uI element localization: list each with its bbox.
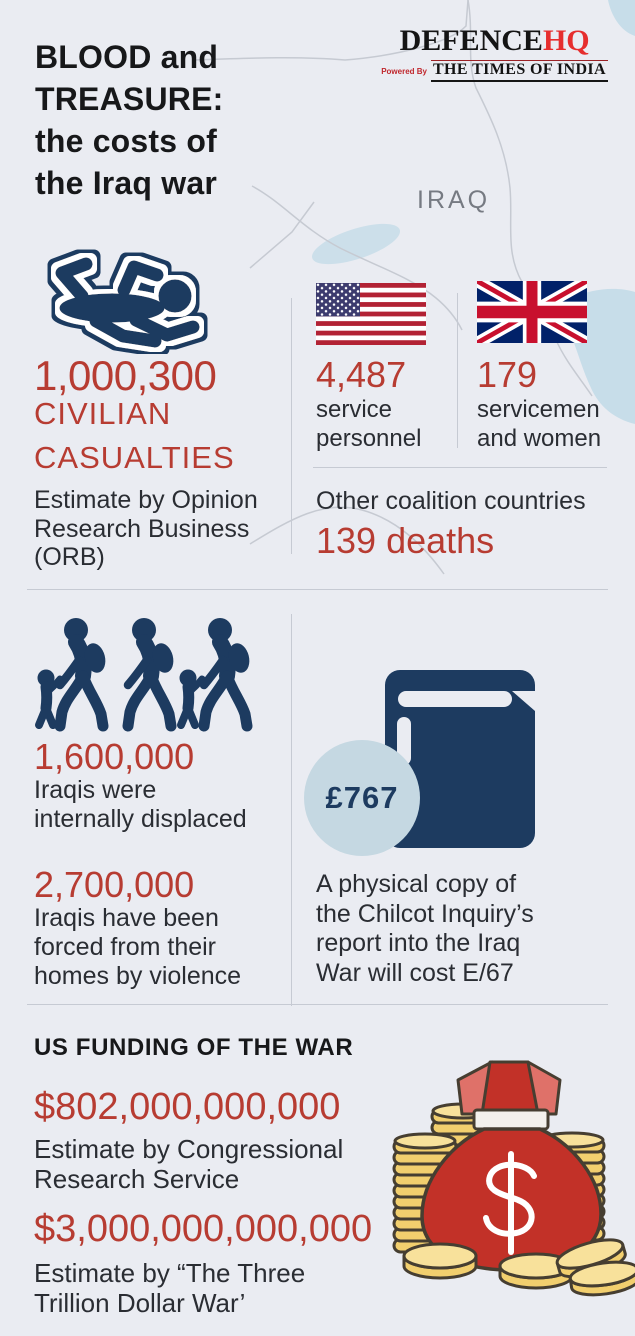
internally-displaced-value: 1,600,000 [34, 736, 195, 777]
uk-flag [477, 281, 587, 343]
civilian-casualties-label-2: CASUALTIES [34, 440, 235, 475]
money-bag-with-coins-icon [388, 1048, 635, 1298]
civilian-casualties-label-1: CIVILIAN [34, 396, 172, 431]
logo-hq-text: HQ [542, 24, 590, 57]
logo-wordmark [381, 26, 608, 56]
chilcot-report-text: A physical copy of the Chilcot Inquiry’s report into the Iraq War will cost E/67 [316, 870, 534, 987]
civilian-casualties-value: 1,000,300 [34, 352, 217, 399]
title-line-4: the Iraq war [35, 165, 218, 201]
flag-columns-divider [457, 293, 458, 448]
times-of-india-logo: THE TIMES OF INDIA [431, 60, 608, 82]
section-divider-horizontal-2 [27, 1004, 608, 1005]
forced-from-homes-label: Iraqis have been forced from their homes by violence [34, 904, 242, 990]
us-flag [316, 283, 426, 345]
map-country-label: IRAQ [417, 186, 491, 214]
title-line-3: the costs of [35, 123, 217, 159]
report-price-value: £767 [325, 780, 399, 815]
funding-estimate-2-value: $3,000,000,000,000 [34, 1208, 373, 1250]
report-price-badge [304, 740, 420, 856]
powered-by-label: Powered By [381, 66, 427, 76]
forced-from-homes-value: 2,700,000 [34, 864, 195, 905]
funding-estimate-1-value: $802,000,000,000 [34, 1086, 341, 1128]
us-deaths-label: service personnel [316, 396, 422, 452]
casualties-source: Estimate by Opinion Research Business (ORB) [34, 486, 258, 571]
coalition-label: Other coalition countries [316, 487, 586, 515]
logo-defence-text: DEFENCE [399, 24, 543, 57]
uk-deaths-label: servicemen and women [477, 396, 602, 452]
funding-estimate-2-source: Estimate by “The Three Trillion Dollar War’ [34, 1258, 306, 1318]
coalition-deaths-value: 139 deaths [316, 520, 495, 561]
section-divider-vertical-1 [291, 298, 292, 554]
title-line-2: TREASURE: [35, 81, 224, 117]
funding-estimate-1-source: Estimate by Congressional Research Service [34, 1134, 344, 1194]
section-divider-horizontal-1 [27, 589, 608, 590]
refugee-family-walking-icon [28, 612, 256, 738]
us-deaths-value: 4,487 [316, 354, 407, 395]
page-title [35, 36, 223, 204]
coalition-divider [313, 467, 607, 468]
funding-section-heading: US FUNDING OF THE WAR [34, 1034, 354, 1061]
dead-body-chalk-outline-icon [28, 246, 213, 354]
uk-deaths-value: 179 [477, 354, 538, 395]
defence-hq-logo [381, 26, 608, 82]
internally-displaced-label: Iraqis were internally displaced [34, 776, 247, 833]
logo-publisher-row [381, 60, 608, 82]
title-line-1: BLOOD and [35, 39, 219, 75]
